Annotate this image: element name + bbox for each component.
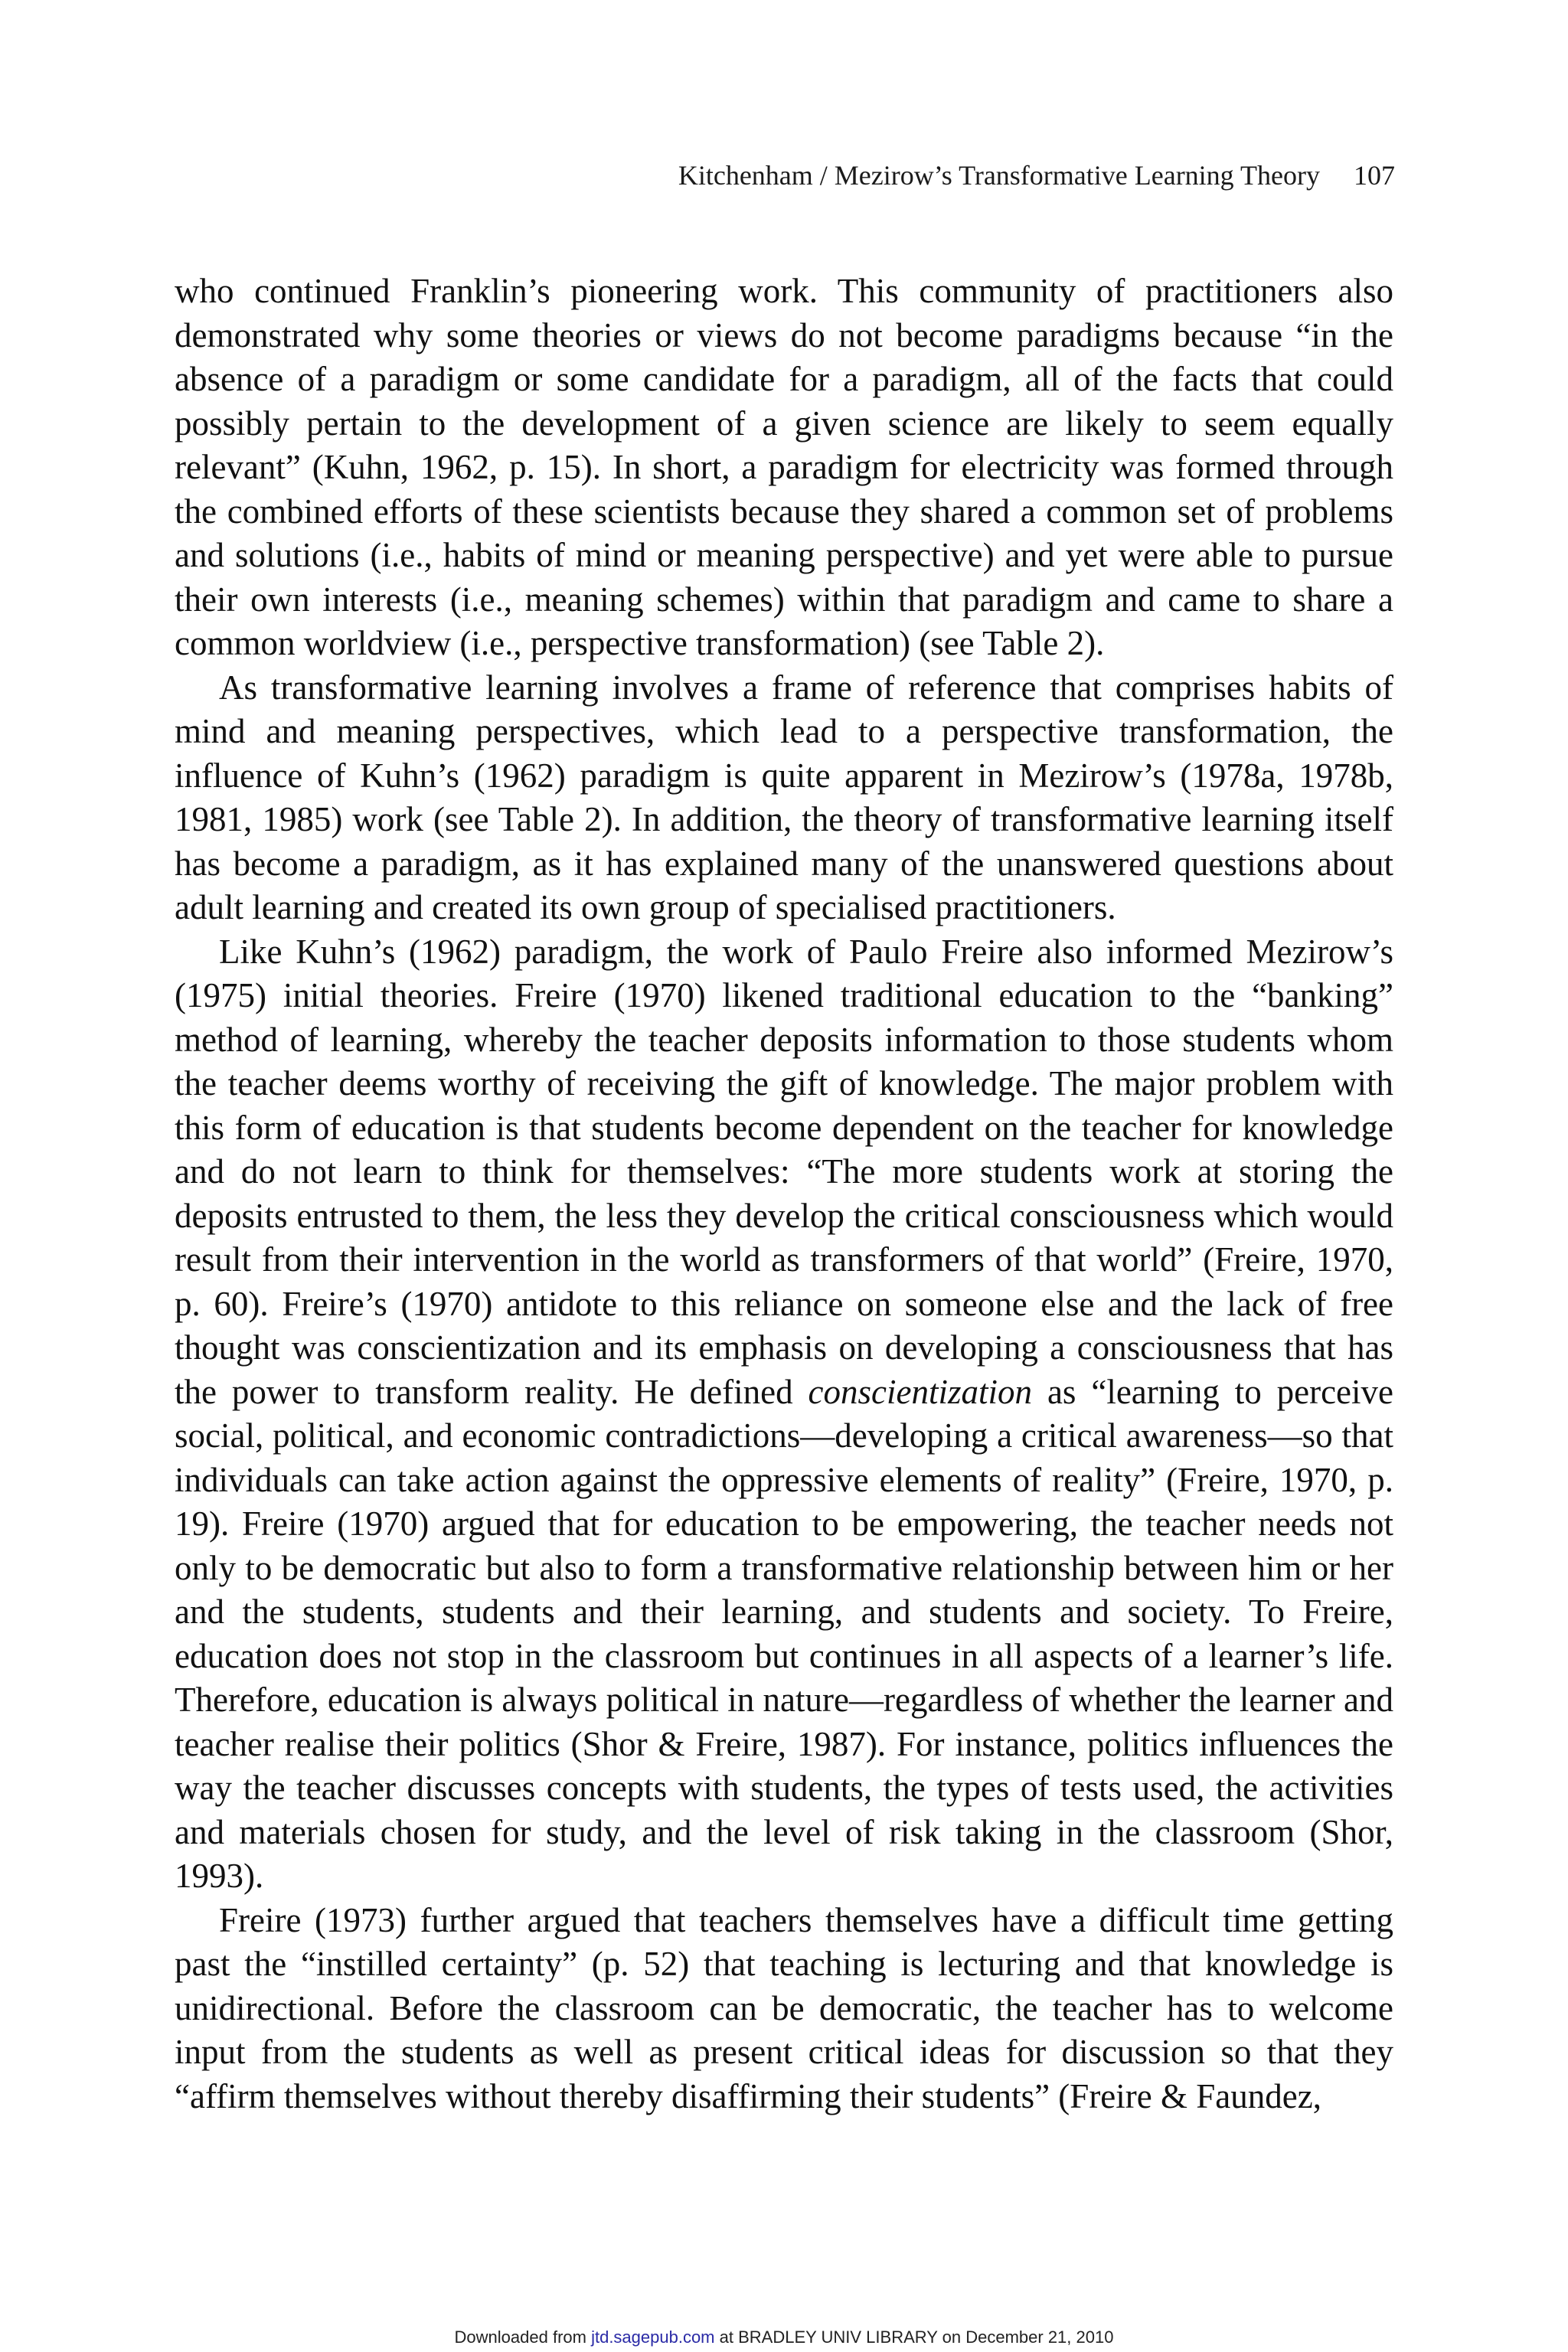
download-footer: [0, 2328, 1568, 2347]
paragraph-continued: who continued Franklin’s pioneering work. This community of practitioners also demonstrated why some theories or views do not become paradigms because “in the absence of a paradigm or some candidate for a paradigm, all of the facts that could possibly pertain to the development of a given science are likely to seem equally relevant” (Kuhn, 1962, p. 15). In short, a paradigm for electricity was formed through the combined efforts of these scientists because they shared a common set of problems and solutions (i.e., habits of mind or meaning perspective) and yet were able to pursue their own interests (i.e., meaning schemes) within that paradigm and came to share a common worldview (i.e., perspective transformation) (see Table 2).: [175, 272, 1393, 662]
paragraph-transformative-learning: As transformative learning involves a frame of reference that comprises habits of mind and meaning perspectives, which lead to a perspective transformation, the influence of Kuhn’s (1962) paradigm is quite apparent in Mezirow’s (1978a, 1978b, 1981, 1985) work (see Table 2). In addition, the theory of transformative learning itself has become a paradigm, as it has explained many of the unanswered questions about adult learning and created its own group of specialised practitioners.: [175, 668, 1393, 926]
running-head: [459, 159, 1395, 191]
paragraph-freire-1973: Freire (1973) further argued that teachers themselves have a difficult time getting past the “instilled certainty” (p. 52) that teaching is lecturing and that knowledge is unidirectional. Before the classroom can be democratic, the teacher has to welcome input from the students as well as present critical ideas for discussion so that they “affirm themselves without thereby disaffirming their students” (Freire & Faundez,: [175, 1900, 1393, 2115]
footer-suffix: at BRADLEY UNIV LIBRARY on December 21, 2010: [714, 2328, 1114, 2347]
article-body: [175, 270, 1393, 2118]
paragraph-text-part: Like Kuhn’s (1962) paradigm, the work of Paulo Freire also informed Mezirow’s (1975) initial theories. Freire (1970) likened traditional education to the “banking” method of learning, whereby the teacher deposits information to those students whom the teacher deems worthy of receiving the gift of knowledge. The major problem with this form of education is that students become dependent on the teacher for knowledge and do not learn to think for themselves: “The more students work at storing the deposits entrusted to them, the less they develop the critical consciousness which would result from their intervention in the world as transformers of that world” (Freire, 1970, p. 60). Freire’s (1970) antidote to this reliance on someone else and the lack of free thought was conscientization and its emphasis on developing a consciousness that has the power to transform reality. He defined: [175, 932, 1393, 1411]
running-title: Kitchenham / Mezirow’s Transformative Learning Theory: [678, 160, 1320, 191]
paragraph-freire-banking: [175, 930, 1393, 1899]
journal-site-link[interactable]: jtd.sagepub.com: [591, 2328, 715, 2347]
footer-prefix: Downloaded from: [454, 2328, 592, 2347]
italic-term-conscientization: conscientization: [808, 1372, 1033, 1411]
paragraph-text-part: as “learning to perceive social, political, and economic contradictions—developing a critical awareness—so that individuals can take action against the oppressive elements of reality” (Freire, 1970, p. 19). Freire (1970) argued that for education to be empowering, the teacher needs not only to be democratic but also to form a transformative relationship between him or her and the students, students and their learning, and students and society. To Freire, education does not stop in the classroom but continues in all aspects of a learner’s life. Therefore, education is always political in nature—regardless of whether the learner and teacher realise their politics (Shor & Freire, 1987). For instance, politics influences the way the teacher discusses concepts with students, the types of tests used, the activities and materials chosen for study, and the level of risk taking in the classroom (Shor, 1993).: [175, 1372, 1393, 1895]
page-number: 107: [1354, 160, 1395, 191]
